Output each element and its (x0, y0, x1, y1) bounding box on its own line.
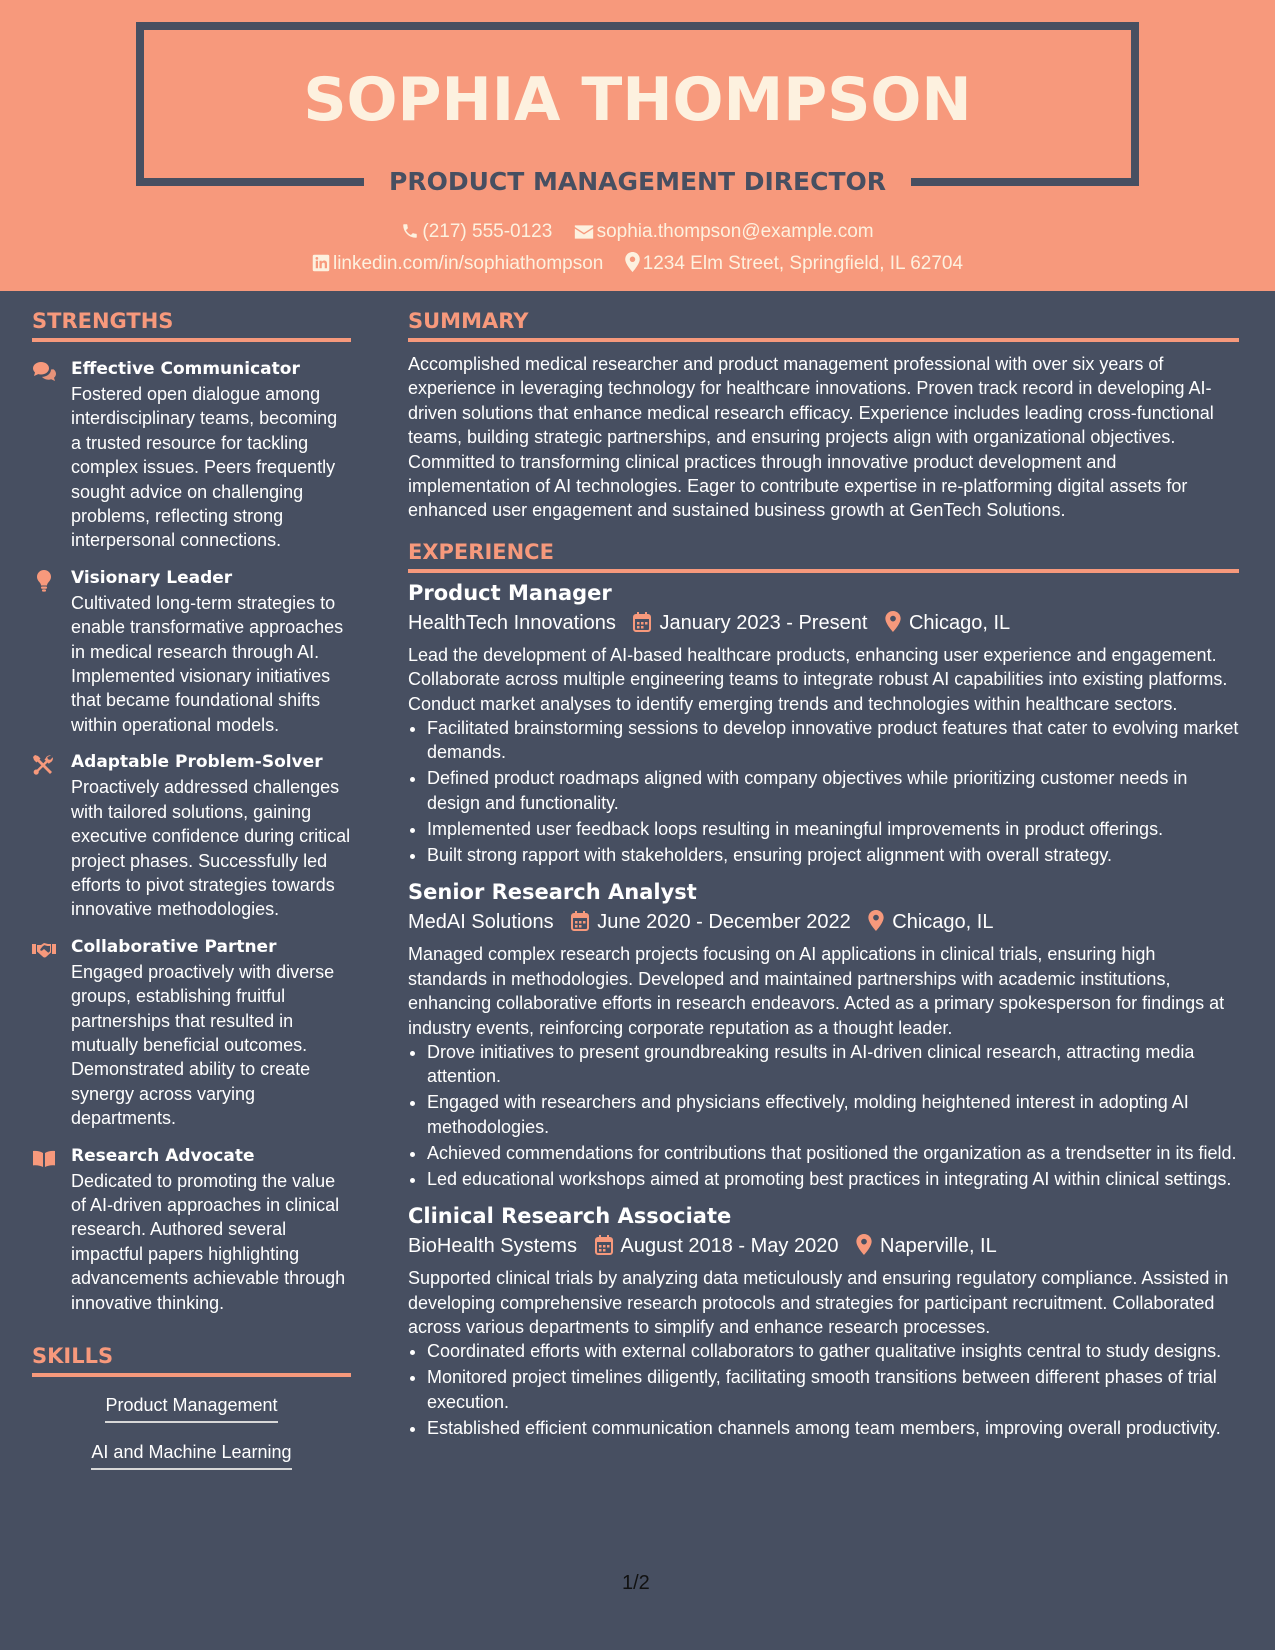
envelope-icon (574, 224, 594, 240)
job-location (885, 608, 1010, 638)
linkedin-icon (312, 254, 330, 272)
strength-title: Collaborative Partner (71, 936, 277, 957)
calendar-icon (571, 911, 589, 931)
job-description: Lead the development of AI-based healthcare products, enhancing user experience and engagement. Collaborate across multiple engineering teams to integrate robust AI capabilities into existing platforms. Conduct market analyses to identify emerging trends and technologies within healthcare sectors. (408, 644, 1228, 714)
job-description: Managed complex research projects focusing on AI applications in clinical trials, ensuring high standards in methodologies. Developed and maintained partnerships with academic institutions, enhancing collaborative efforts in research endeavors. Acted as a primary spokesperson for findings at industry events, reinforcing corporate reputation as a thought leader. (408, 944, 1225, 1038)
tools-icon (32, 754, 56, 776)
job-meta (408, 1231, 1239, 1261)
job-location-text: Naperville, IL (880, 1235, 997, 1258)
bullet-item: • Engaged with researchers and physicians effectively, molding heightened interest in adopting AI methodologies. (427, 1090, 1239, 1139)
job-dates (595, 1231, 839, 1261)
phone-icon (401, 222, 419, 240)
job-company: BioHealth Systems (408, 1235, 577, 1258)
job-role: Senior Research Analyst (408, 880, 697, 905)
contact-row-1 (0, 219, 1275, 245)
job-location-text: Chicago, IL (892, 911, 994, 934)
job-location (868, 907, 993, 937)
job-role: Clinical Research Associate (408, 1204, 732, 1229)
page-number: 1/2 (622, 1572, 650, 1594)
summary-text: Accomplished medical researcher and product management professional with over six years of experience in leveraging technology for healthcare innovations. Proven track record in developing AI-driven solutions that enhance medical research efficacy. Experience includes leading cross-functional teams, building strategic partnerships, and ensuring projects align with organizational objectives. Committed to transforming clinical practices through innovative product development and implementation of AI technologies. Eager to contribute expertise in re-platforming digital assets for enhanced user engagement and sustained business growth at GenTech Solutions. (408, 354, 1214, 521)
address-text: 1234 Elm Street, Springfield, IL 62704 (642, 253, 964, 274)
skill-item: AI and Machine Learning (91, 1440, 291, 1470)
job-company: MedAI Solutions (408, 911, 554, 934)
contact-linkedin[interactable] (312, 251, 603, 277)
calendar-icon (595, 1235, 613, 1255)
left-column (32, 306, 351, 1487)
contact-phone[interactable] (401, 219, 552, 245)
summary-heading: SUMMARY (408, 306, 1239, 342)
job-entry (408, 877, 1239, 1191)
book-open-icon (32, 1148, 56, 1170)
job-entry (408, 578, 1239, 867)
phone-text: (217) 555-0123 (422, 221, 553, 242)
strength-title: Research Advocate (71, 1145, 255, 1166)
bullet-item: • Achieved commendations for contributions that positioned the organization as a trendsetter in its field. (427, 1141, 1239, 1165)
job-dates-text: June 2020 - December 2022 (597, 911, 851, 934)
calendar-icon (633, 612, 651, 632)
bullet-item: • Drove initiatives to present groundbreaking results in AI-driven clinical research, attracting media attention. (427, 1040, 1239, 1089)
contact-email[interactable] (574, 219, 874, 245)
map-pin-icon (868, 910, 884, 931)
job-bullets (408, 716, 1239, 867)
bullet-item: • Established efficient communication channels among team members, improving overall productivity. (427, 1416, 1239, 1440)
strengths-heading: STRENGTHS (32, 306, 351, 342)
strength-item (32, 565, 351, 737)
map-pin-icon (856, 1234, 872, 1255)
job-title: PRODUCT MANAGEMENT DIRECTOR (389, 167, 886, 196)
strength-desc: Proactively addressed challenges with tailored solutions, gaining executive confidence during critical project phases. Successfully led efforts to pivot strategies towards innovative methodologies. (71, 777, 351, 920)
strength-title: Effective Communicator (71, 359, 300, 379)
strength-title: Visionary Leader (71, 567, 233, 588)
job-meta (408, 907, 1239, 937)
job-bullets (408, 1339, 1239, 1440)
strength-desc: Fostered open dialogue among interdisciplinary teams, becoming a trusted resource for tackling complex issues. Peers frequently sought advice on challenging problems, reflecting strong interpersonal connections. (71, 384, 338, 551)
linkedin-text: linkedin.com/in/sophiathompson (332, 253, 604, 274)
job-dates-text: January 2023 - Present (659, 611, 868, 634)
strength-item (32, 1143, 351, 1315)
job-company: HealthTech Innovations (408, 611, 616, 634)
map-pin-icon (625, 252, 640, 272)
skill-item: Product Management (105, 1393, 277, 1423)
contact-row-2 (0, 251, 1275, 277)
skills-list (32, 1393, 351, 1487)
strength-desc: Cultivated long-term strategies to enable transformative approaches in medical research through AI. Implemented visionary initiatives that became foundational shifts within operational models. (71, 592, 344, 735)
bullet-item: • Built strong rapport with stakeholders, ensuring project alignment with overall strategy. (427, 843, 1239, 867)
strength-desc: Engaged proactively with diverse groups, establishing fruitful partnerships that resulted in mutually beneficial outcomes. Demonstrated ability to create synergy across varying departments. (71, 961, 335, 1129)
candidate-name: SOPHIA THOMPSON (303, 65, 972, 135)
bullet-item: • Defined product roadmaps aligned with company objectives while prioritizing customer needs in design and functionality. (427, 766, 1239, 815)
comments-icon (32, 361, 56, 383)
job-description: Supported clinical trials by analyzing data meticulously and ensuring regulatory compliance. Assisted in developing comprehensive research protocols and strategies for participant recruitment. Collaborated across various departments to simplify and enhance research processes. (408, 1268, 1229, 1337)
bullet-item: • Led educational workshops aimed at promoting best practices in integrating AI within clinical settings. (427, 1167, 1239, 1191)
job-role: Product Manager (408, 580, 612, 605)
bullet-item: • Monitored project timelines diligently, facilitating smooth transitions between different phases of trial execution. (427, 1365, 1239, 1414)
right-column (408, 306, 1239, 1442)
map-pin-icon (885, 611, 901, 632)
strength-item (32, 934, 351, 1131)
email-text: sophia.thompson@example.com (596, 221, 874, 242)
bullet-item: • Coordinated efforts with external collaborators to gather qualitative insights central to study designs. (427, 1339, 1239, 1363)
lightbulb-icon (32, 570, 56, 592)
job-dates-text: August 2018 - May 2020 (620, 1235, 839, 1258)
job-title-wrap (364, 162, 911, 202)
job-dates (571, 907, 851, 937)
job-meta (408, 608, 1239, 638)
header (0, 0, 1275, 291)
strength-title: Adaptable Problem-Solver (71, 752, 323, 773)
experience-heading: EXPERIENCE (408, 537, 1239, 573)
job-entry (408, 1201, 1239, 1440)
strength-desc: Dedicated to promoting the value of AI-driven approaches in clinical research. Authored several impactful papers highlighting advancements achievable through innovative thinking. (71, 1170, 346, 1313)
skills-heading: SKILLS (32, 1341, 351, 1377)
bullet-item: • Facilitated brainstorming sessions to develop innovative product features that cater to evolving market demands. (427, 716, 1239, 765)
job-location (856, 1231, 997, 1261)
job-bullets (408, 1040, 1239, 1191)
strength-item (32, 356, 351, 553)
job-location-text: Chicago, IL (908, 611, 1011, 634)
strength-item (32, 749, 351, 921)
bullet-item: • Implemented user feedback loops resulting in meaningful improvements in product offerings. (427, 817, 1239, 841)
handshake-icon (32, 939, 56, 961)
job-dates (633, 608, 867, 638)
contact-address (625, 251, 963, 277)
